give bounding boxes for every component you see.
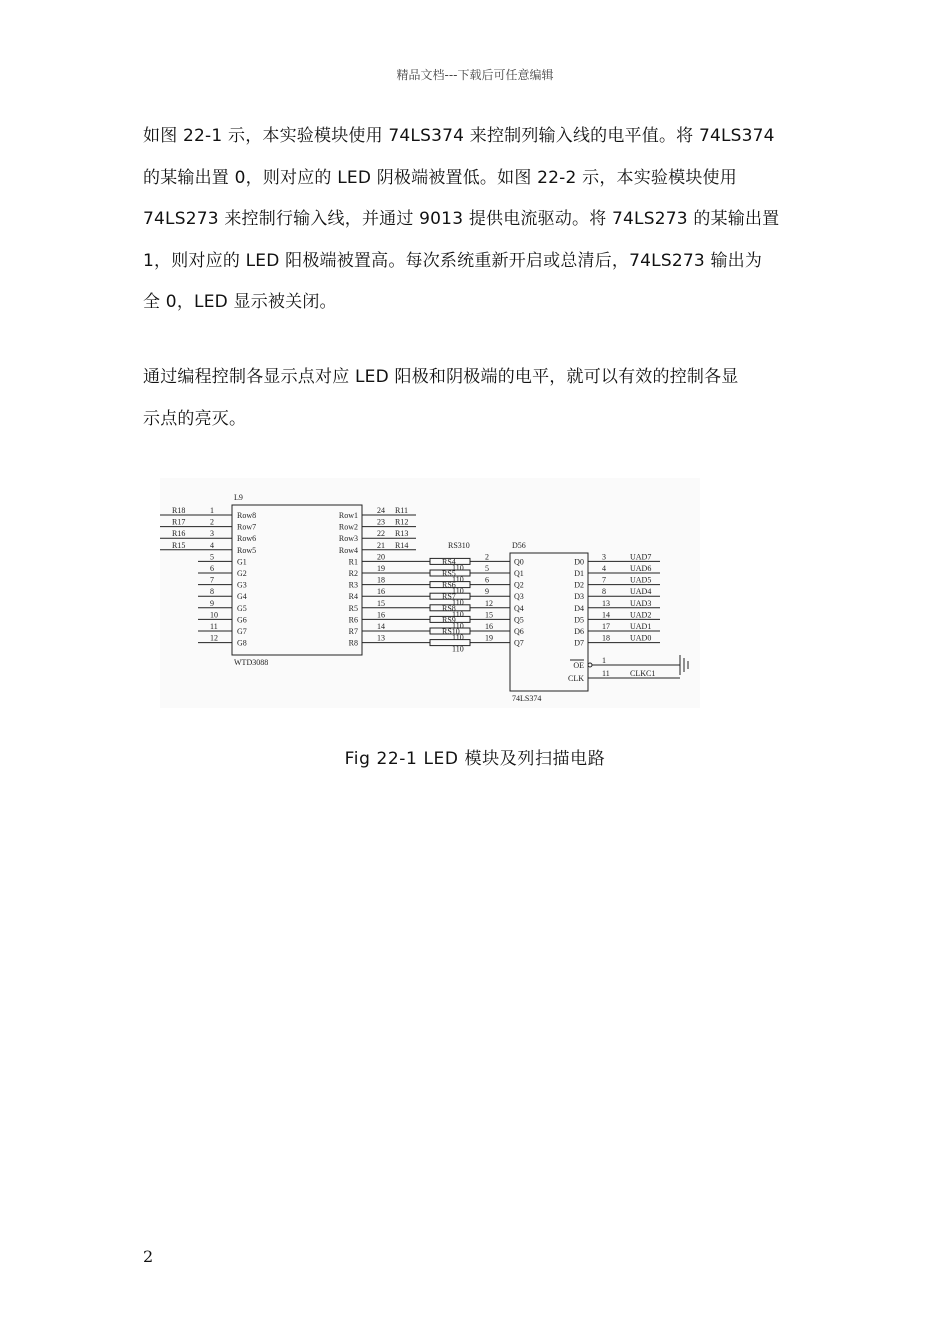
pin-name: D3	[574, 592, 584, 602]
pin-name: Row1	[338, 511, 358, 520]
pin-number: 11	[602, 669, 610, 678]
circuit-figure	[160, 478, 700, 708]
net-label: UAD0	[630, 633, 652, 643]
pin-number: 19	[485, 633, 493, 643]
pin-name: OE	[573, 661, 584, 670]
net-label: UAD1	[630, 622, 652, 631]
pin-number: 7	[210, 575, 214, 585]
net-label: UAD4	[630, 587, 652, 597]
pin-name: G2	[237, 569, 247, 578]
net-label: R17	[172, 517, 186, 527]
net-label: R12	[395, 517, 409, 527]
net-label: R16	[172, 529, 186, 539]
resistor-label: RS7	[442, 592, 456, 602]
resistor-label: RS4	[442, 557, 456, 567]
text-line: 示点的亮灭。	[143, 408, 247, 429]
pin-name: Row3	[338, 534, 358, 544]
pin-name: D2	[574, 580, 584, 590]
figure-caption: Fig 22-1 LED 模块及列扫描电路	[344, 749, 606, 769]
pin-name: D0	[574, 557, 584, 567]
pin-name: R5	[348, 603, 358, 613]
pin-name: R6	[348, 615, 358, 625]
pin-name: Row6	[237, 534, 257, 544]
pin-number: 12	[485, 598, 493, 608]
pin-number: 5	[210, 552, 214, 562]
net-label: R11	[395, 506, 409, 515]
pin-name: Row2	[338, 522, 358, 532]
pin-name: Q2	[514, 580, 524, 590]
pin-name: R8	[348, 638, 358, 648]
pin-number: 5	[485, 564, 489, 573]
page-number: 2	[143, 1247, 154, 1266]
pin-number: 23	[377, 517, 385, 527]
resistor-value: 110	[452, 586, 464, 596]
pin-name: R3	[348, 580, 358, 590]
text-line: 通过编程控制各显示点对应 LED 阳极和阴极端的电平，就可以有效的控制各显	[143, 367, 739, 387]
net-label: UAD7	[630, 552, 652, 562]
resistor-value: 110	[452, 563, 464, 573]
pin-number: 11	[210, 622, 218, 631]
chip-ref-label: D56	[512, 541, 526, 550]
pin-name: Row4	[338, 545, 358, 555]
resistor-label: RS10	[442, 627, 460, 636]
pin-number: 15	[485, 610, 493, 620]
pin-number: 9	[485, 587, 489, 597]
pin-number: 7	[602, 575, 606, 585]
net-label: UAD6	[630, 564, 652, 573]
pin-name: Q6	[514, 627, 524, 636]
pin-name: D5	[574, 615, 584, 625]
pin-number: 17	[602, 622, 610, 631]
resistor-label: RS6	[442, 580, 456, 590]
pin-number: 14	[377, 622, 385, 631]
chip-part-label: 74LS374	[512, 694, 542, 703]
pin-name: R2	[348, 569, 358, 578]
paragraph-1	[143, 116, 803, 324]
pin-name: G8	[237, 638, 247, 648]
chip-part-label: WTD3088	[234, 658, 269, 667]
resistor-network-ref: RS310	[448, 541, 470, 550]
net-label: UAD2	[630, 610, 652, 620]
net-label: UAD3	[630, 598, 652, 608]
resistor-value: 110	[452, 621, 464, 631]
pin-number: 16	[485, 622, 493, 631]
pin-number: 14	[602, 610, 610, 620]
pin-name: Row7	[237, 522, 257, 532]
net-label: R13	[395, 529, 409, 539]
pin-name: Q7	[514, 638, 524, 648]
text-line: 的某输出置 0，则对应的 LED 阴极端被置低。如图 22-2 示，本实验模块使用	[143, 167, 737, 188]
resistor-label: RS5	[442, 569, 456, 578]
net-label: UAD5	[630, 575, 652, 585]
pin-name: D6	[574, 627, 584, 636]
pin-number: 13	[602, 598, 610, 608]
pin-number: 9	[210, 598, 214, 608]
paragraph-2	[143, 357, 803, 440]
net-label: R18	[172, 506, 186, 515]
pin-name: D1	[574, 569, 584, 578]
pin-number: 12	[210, 633, 218, 643]
pin-number: 21	[377, 540, 385, 550]
pin-number: 8	[210, 587, 214, 597]
circuit-schematic	[160, 478, 700, 708]
pin-number: 1	[602, 656, 606, 665]
pin-name: D7	[574, 638, 584, 648]
pin-number: 8	[602, 587, 606, 597]
pin-name: R1	[348, 557, 358, 567]
pin-number: 19	[377, 564, 385, 573]
chip-ref-label: L9	[234, 493, 243, 502]
text-line: 1，则对应的 LED 阳极端被置高。每次系统重新开启或总清后，74LS273 输出为	[143, 250, 763, 271]
resistor-value: 110	[452, 575, 464, 584]
pin-name: Q0	[514, 557, 524, 567]
resistor-label: RS9	[442, 615, 456, 625]
pin-number: 24	[377, 506, 385, 515]
pin-number: 2	[210, 517, 214, 527]
pin-number: 4	[210, 540, 214, 550]
pin-number: 6	[485, 575, 489, 585]
pin-number: 3	[602, 552, 606, 562]
net-label: R14	[395, 540, 409, 550]
text-line: 全 0，LED 显示被关闭。	[143, 292, 337, 312]
resistor-value: 110	[452, 598, 464, 608]
page-header: 精品文档---下载后可任意编辑	[396, 68, 554, 82]
pin-name: Q5	[514, 615, 524, 625]
resistor-value: 110	[452, 633, 464, 642]
pin-number: 18	[377, 575, 385, 585]
pin-name: R7	[348, 627, 358, 636]
pin-name: G4	[237, 592, 247, 602]
net-label: R15	[172, 540, 186, 550]
pin-name: D4	[574, 603, 584, 613]
pin-name: G3	[237, 580, 247, 590]
pin-name: G1	[237, 557, 247, 567]
pin-name: Q1	[514, 569, 524, 578]
pin-number: 1	[210, 506, 214, 515]
pin-number: 13	[377, 633, 385, 643]
pin-number: 3	[210, 529, 214, 539]
pin-number: 15	[377, 598, 385, 608]
pin-name: R4	[348, 592, 358, 602]
pin-number: 22	[377, 529, 385, 539]
resistor-value: 110	[452, 644, 464, 654]
pin-number: 20	[377, 552, 385, 562]
pin-number: 16	[377, 587, 385, 597]
pin-name: Q3	[514, 592, 524, 602]
pin-name: G6	[237, 615, 247, 625]
pin-name: G5	[237, 603, 247, 613]
pin-name: Row8	[237, 511, 257, 520]
pin-name: G7	[237, 627, 247, 636]
pin-number: 10	[210, 610, 218, 620]
pin-number: 16	[377, 610, 385, 620]
pin-number: 2	[485, 552, 489, 562]
pin-number: 4	[602, 564, 606, 573]
pin-number: 18	[602, 633, 610, 643]
text-line: 74LS273 来控制行输入线，并通过 9013 提供电流驱动。将 74LS273 的某输出置	[143, 209, 780, 229]
pin-name: Row5	[237, 545, 257, 555]
text-line: 如图 22-1 示，本实验模块使用 74LS374 来控制列输入线的电平值。将 74LS374	[143, 126, 775, 146]
pin-name: CLK	[568, 674, 584, 683]
resistor-value: 110	[452, 609, 464, 619]
resistor-label: RS8	[442, 603, 456, 613]
pin-name: Q4	[514, 603, 524, 613]
net-label: CLKC1	[630, 669, 656, 678]
pin-number: 6	[210, 564, 214, 573]
